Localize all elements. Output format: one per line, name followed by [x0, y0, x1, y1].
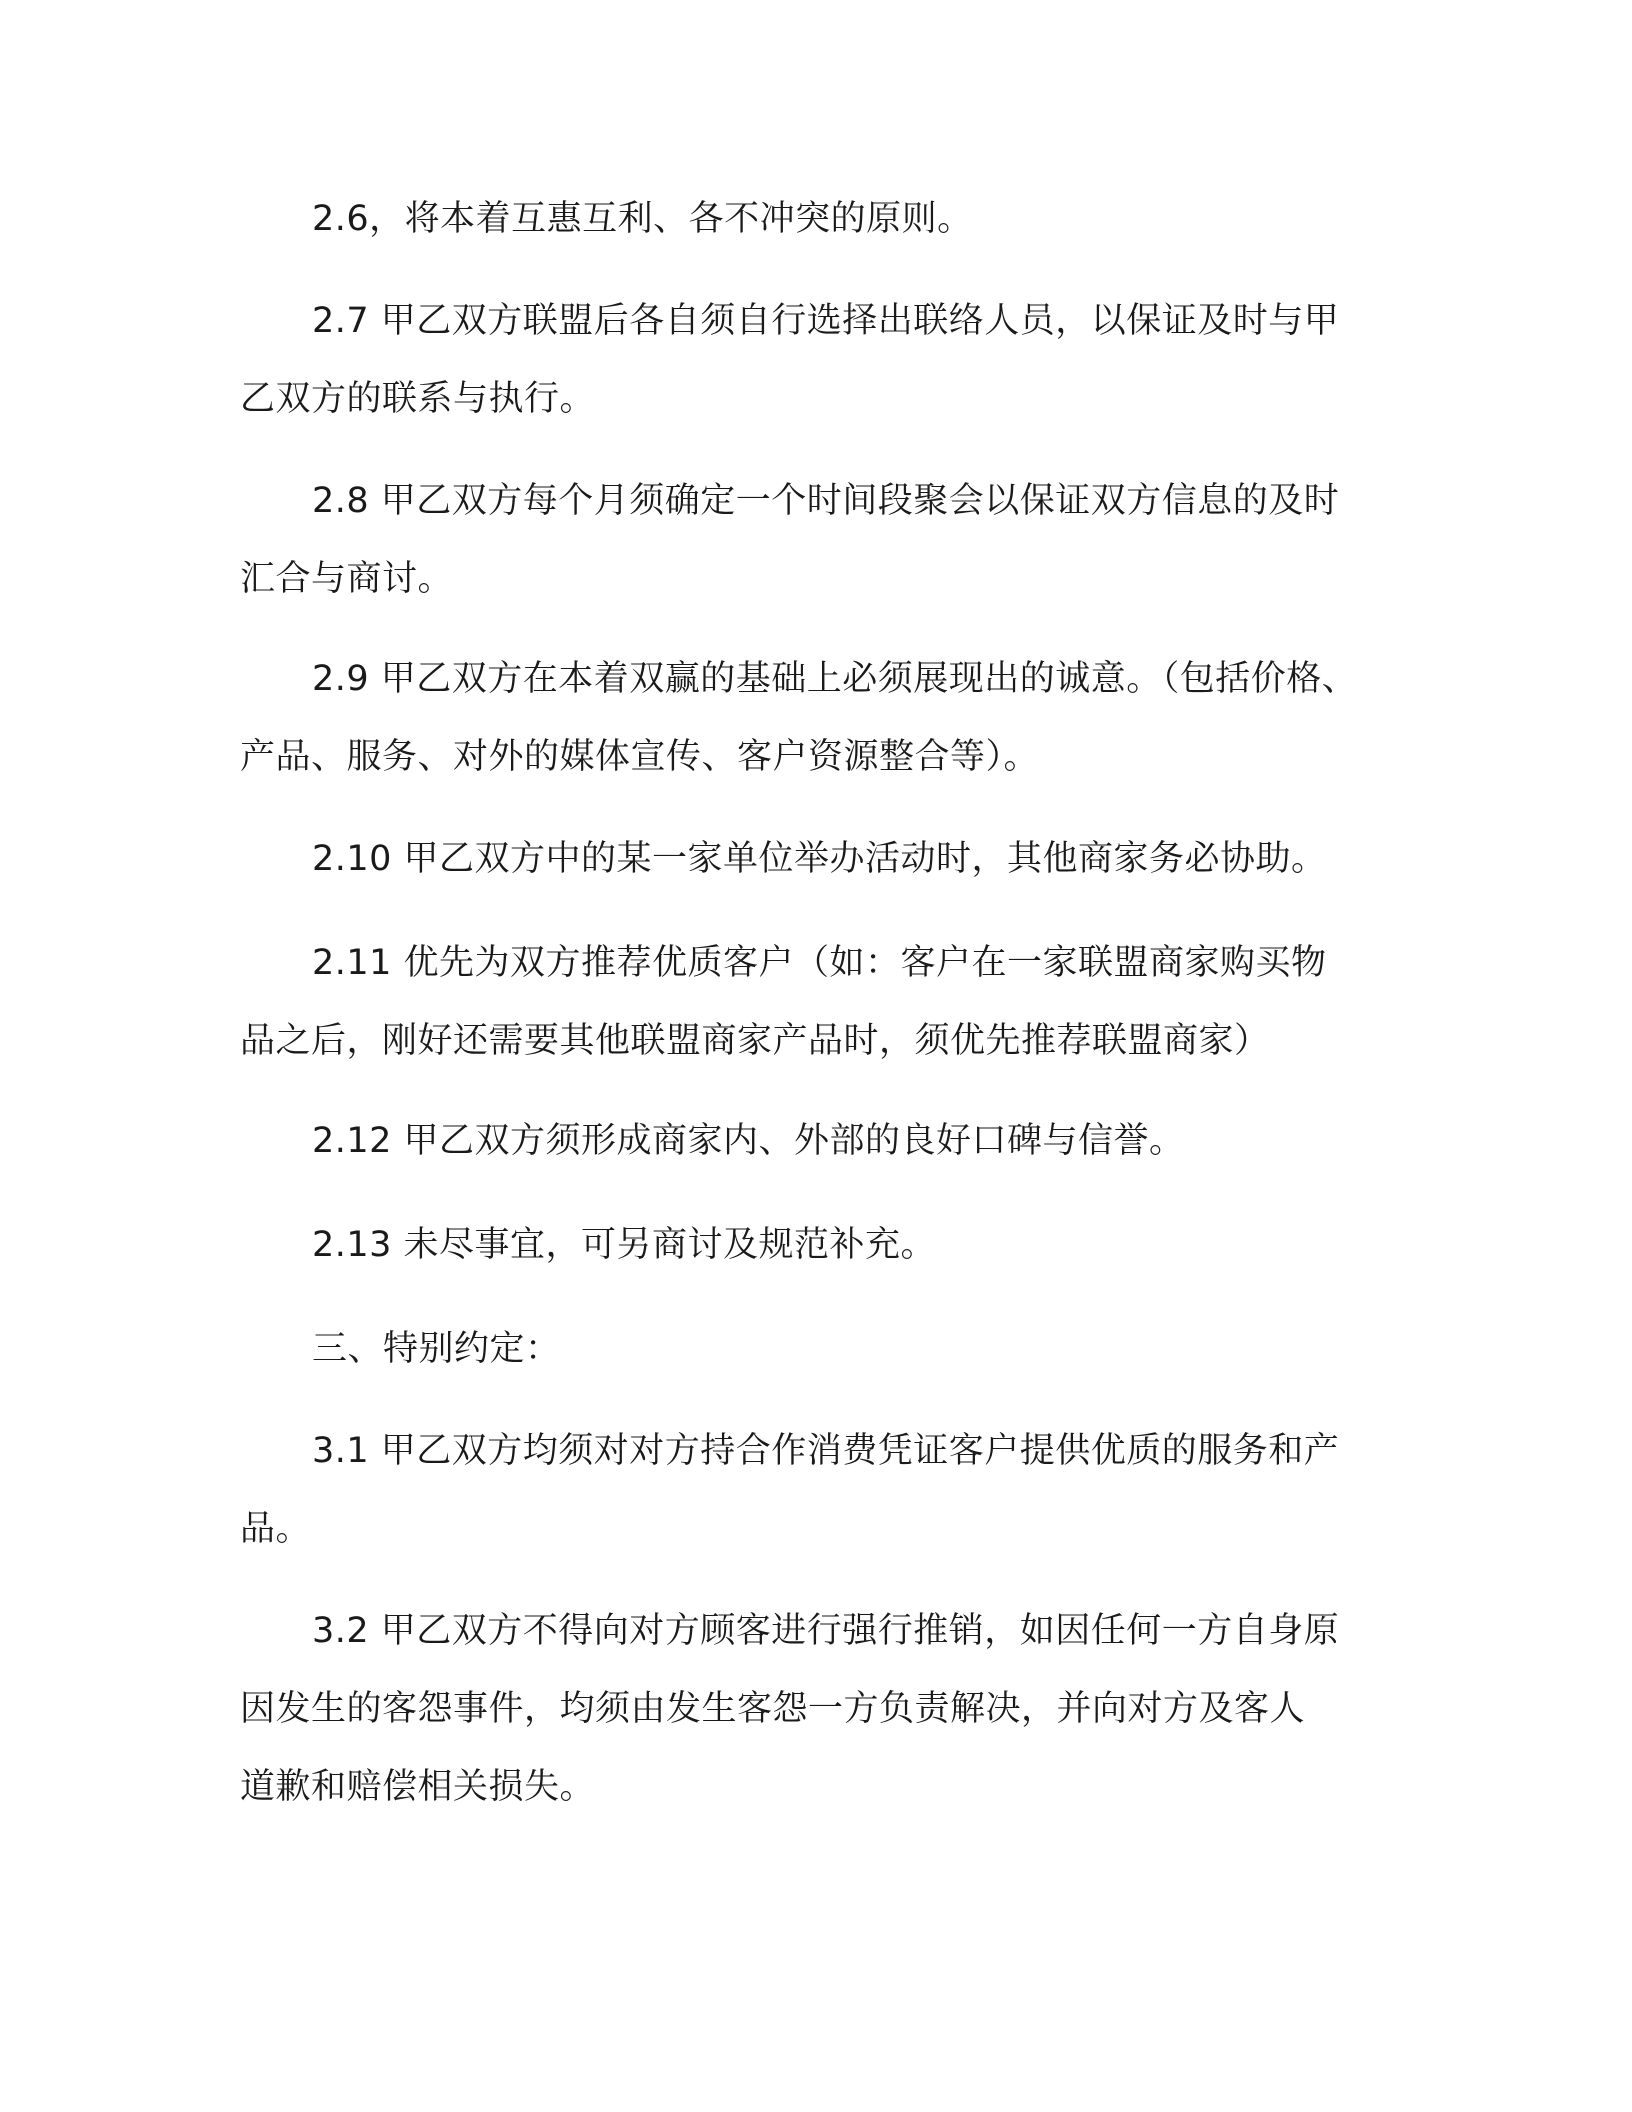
text-line: 产品、服务、对外的媒体宣传、客户资源整合等）。	[240, 737, 1040, 777]
paragraph-2-11	[240, 924, 1400, 1080]
paragraph-3-2	[240, 1592, 1400, 1826]
text-line: 品之后，刚好还需要其他联盟商家产品时，须优先推荐联盟商家）	[240, 1021, 1270, 1061]
text-line: 3.1 甲乙双方均须对对方持合作消费凭证客户提供优质的服务和产	[312, 1431, 1340, 1471]
paragraph-2-13	[240, 1206, 1400, 1284]
text-line: 2.6，将本着互惠互利、各不冲突的原则。	[312, 199, 973, 239]
paragraph-2-9	[240, 640, 1400, 796]
text-line: 乙双方的联系与执行。	[240, 379, 596, 419]
text-line: 2.11 优先为双方推荐优质客户（如：客户在一家联盟商家购买物	[312, 943, 1327, 983]
paragraph-2-12	[240, 1102, 1400, 1180]
text-line: 2.7 甲乙双方联盟后各自须自行选择出联络人员，以保证及时与甲	[312, 301, 1340, 341]
text-line: 2.12 甲乙双方须形成商家内、外部的良好口碑与信誉。	[312, 1121, 1185, 1161]
text-line: 因发生的客怨事件，均须由发生客怨一方负责解决，并向对方及客人	[240, 1689, 1306, 1729]
text-line: 2.8 甲乙双方每个月须确定一个时间段聚会以保证双方信息的及时	[312, 481, 1340, 521]
text-line: 2.10 甲乙双方中的某一家单位举办活动时，其他商家务必协助。	[312, 839, 1327, 879]
paragraph-2-10	[240, 820, 1400, 898]
paragraph-2-8	[240, 462, 1400, 618]
text-line: 汇合与商讨。	[240, 559, 454, 599]
text-line: 三、特别约定：	[312, 1329, 561, 1369]
section-heading-3	[240, 1310, 1400, 1388]
paragraph-3-1	[240, 1412, 1400, 1568]
text-line: 2.9 甲乙双方在本着双赢的基础上必须展现出的诚意。（包括价格、	[312, 659, 1358, 699]
text-line: 2.13 未尽事宜，可另商讨及规范补充。	[312, 1225, 937, 1265]
paragraph-2-7	[240, 282, 1400, 438]
text-line: 道歉和赔偿相关损失。	[240, 1767, 596, 1807]
text-line: 3.2 甲乙双方不得向对方顾客进行强行推销，如因任何一方自身原	[312, 1611, 1340, 1651]
text-line: 品。	[240, 1509, 312, 1549]
paragraph-2-6	[240, 180, 1400, 258]
